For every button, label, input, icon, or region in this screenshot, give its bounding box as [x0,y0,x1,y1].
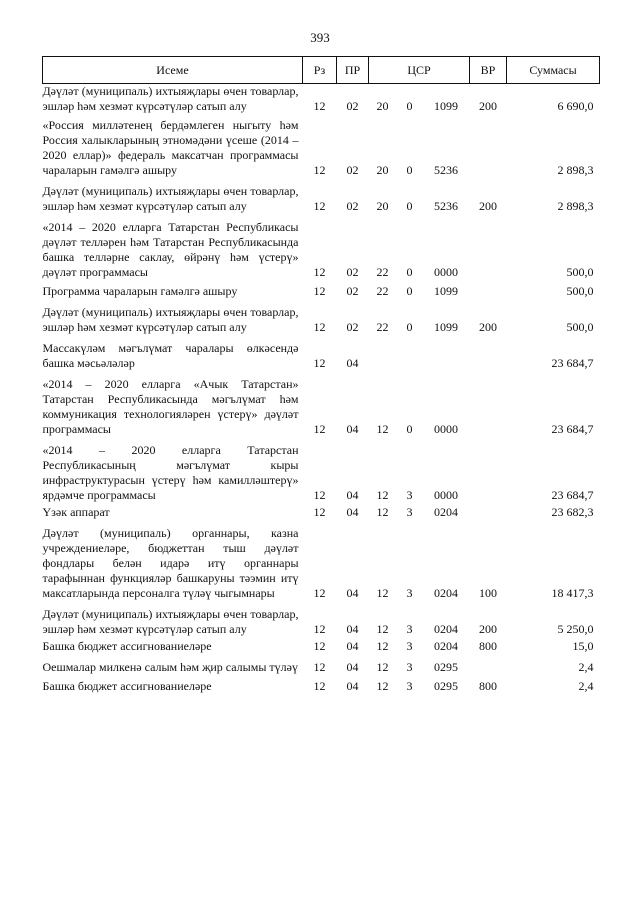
row-rz: 12 [313,320,326,334]
row-csr-program: 12 [376,622,389,636]
row-name: Үзәк аппарат [42,505,110,519]
row-name: Программа чараларын гамәлгә ашыру [42,284,238,298]
table-row [43,220,600,280]
row-rz: 12 [313,163,326,177]
row-csr-code: 0204 [434,622,458,636]
row-name: Дәүләт (муниципаль) ихтыяҗлары өчен товарлар, эшләр һәм хезмәт күрсәтүләр сатып алу [42,305,299,334]
row-csr-subprogram: 3 [406,639,413,653]
row-pr: 04 [346,679,359,693]
row-rz: 12 [313,284,326,298]
table-row [43,341,600,371]
table-row [43,505,600,520]
row-csr-subprogram: 3 [406,586,413,600]
row-sum: 15,0 [572,639,594,653]
row-rz: 12 [313,356,326,370]
row-name: Дәүләт (муниципаль) ихтыяҗлары өчен товарлар, эшләр һәм хезмәт күрсәтүләр сатып алу [42,607,299,636]
row-vr: 800 [479,639,498,653]
row-sum: 500,0 [566,320,594,334]
row-rz: 12 [313,622,326,636]
row-vr [470,660,507,675]
row-csr-code: 1099 [434,284,458,298]
row-csr-program: 12 [376,505,389,519]
row-pr: 04 [346,586,359,600]
row-name: «2014 – 2020 елларга Татарстан Республикасы дәүләт телләрен һәм Татарстан Республикасында башка телләрне саклау, өйрәнү һәм үстерү» дәүләт программасы [42,220,299,279]
page-number: 393 [310,30,330,45]
row-rz: 12 [313,586,326,600]
row-rz: 12 [313,488,326,502]
row-name: Оешмалар милкенә салым һәм җир салымы түләү [42,660,298,674]
row-csr-program [369,341,397,371]
row-sum: 500,0 [566,265,594,279]
row-csr-subprogram: 0 [406,265,413,279]
row-csr-code: 0204 [434,586,458,600]
row-sum: 2 898,3 [557,199,594,213]
row-sum: 2 898,3 [557,163,594,177]
row-sum: 500,0 [566,284,594,298]
row-csr-code [423,341,470,371]
row-csr-subprogram: 3 [406,679,413,693]
row-pr: 04 [346,639,359,653]
table-row [43,84,600,115]
table-row [43,377,600,437]
row-sum: 2,4 [578,660,594,674]
row-csr-program: 12 [376,422,389,436]
row-vr [470,505,507,520]
row-vr [470,220,507,280]
row-pr: 02 [346,320,359,334]
row-name: Дәүләт (муниципаль) ихтыяҗлары өчен товарлар, эшләр һәм хезмәт күрсәтүләр сатып алу [42,84,299,113]
row-csr-code: 1099 [434,320,458,334]
row-csr-code: 5236 [434,163,458,177]
row-name: Башка бюджет ассигнованиеләре [42,679,212,693]
row-csr-subprogram: 0 [406,422,413,436]
header-csr: ЦСР [369,57,470,84]
row-vr: 200 [479,199,498,213]
row-pr: 04 [346,488,359,502]
row-pr: 02 [346,99,359,113]
row-csr-program: 22 [376,284,389,298]
table-row [43,284,600,299]
row-pr: 04 [346,660,359,674]
row-sum: 23 684,7 [551,488,594,502]
row-vr [470,284,507,299]
row-csr-subprogram: 3 [406,660,413,674]
header-vr: ВР [470,57,507,84]
table-body [43,84,600,695]
table-row [43,443,600,503]
row-vr: 200 [479,99,498,113]
header-rz: Рз [303,57,337,84]
header-name: Исеме [43,57,303,84]
row-rz: 12 [313,679,326,693]
row-csr-code: 0204 [434,639,458,653]
row-csr-code: 0000 [434,265,458,279]
row-rz: 12 [313,660,326,674]
row-csr-program: 12 [376,488,389,502]
row-rz: 12 [313,199,326,213]
row-vr [470,377,507,437]
row-csr-subprogram: 0 [406,163,413,177]
row-csr-subprogram: 3 [406,622,413,636]
table-row [43,305,600,335]
row-csr-program: 20 [376,199,389,213]
row-name: Башка бюджет ассигнованиеләре [42,639,212,653]
row-name: «2014 – 2020 елларга Татарстан Республикасының мәгълүмат кыры инфраструктурасын үстерү һәм камилләштерү» ярдәмче программасы [42,443,299,502]
row-pr: 04 [346,356,359,370]
row-csr-subprogram [397,341,423,371]
row-csr-program: 12 [376,586,389,600]
row-csr-subprogram: 3 [406,488,413,502]
row-csr-program: 22 [376,265,389,279]
row-csr-program: 20 [376,99,389,113]
row-name: Дәүләт (муниципаль) органнары, казна учреждениеләре, бюджеттан тыш дәүләт фондлары белән идарә итү органнары тарафыннан функцияләр башкаруны тәэмин итү максатларында персоналга түләү чыгымнары [42,526,299,600]
row-sum: 18 417,3 [551,586,594,600]
row-vr: 800 [479,679,498,693]
table-row [43,639,600,654]
row-csr-subprogram: 0 [406,284,413,298]
row-rz: 12 [313,639,326,653]
row-sum: 6 690,0 [557,99,594,113]
row-csr-code: 1099 [434,99,458,113]
header-sum: Суммасы [507,57,600,84]
row-name: «2014 – 2020 елларга «Ачык Татарстан» Татарстан Республикасында мәгълүмат һәм коммуникация технологияләрен үстерү» дәүләт программасы [42,377,299,436]
row-sum: 23 684,7 [551,422,594,436]
row-vr: 200 [479,622,498,636]
row-pr: 04 [346,622,359,636]
row-pr: 04 [346,422,359,436]
table-row [43,660,600,675]
row-csr-subprogram: 0 [406,99,413,113]
row-pr: 02 [346,265,359,279]
row-vr [470,118,507,178]
header-pr: ПР [337,57,369,84]
table-row [43,526,600,601]
row-name: «Россия милләтенең бердәмлеген ныгыту һәм Россия халыкларының этномәдәни үсеше (2014 – 2020 еллар)» федераль максатчан программасы чараларын гамәлгә ашыру [42,118,299,177]
row-vr [470,341,507,371]
row-csr-program: 20 [376,163,389,177]
row-csr-subprogram: 0 [406,199,413,213]
row-rz: 12 [313,99,326,113]
row-csr-program: 12 [376,639,389,653]
row-sum: 5 250,0 [557,622,594,636]
table-row [43,184,600,214]
row-vr: 200 [479,320,498,334]
row-csr-program: 22 [376,320,389,334]
row-sum: 2,4 [578,679,594,693]
row-pr: 04 [346,505,359,519]
table-row [43,118,600,178]
row-pr: 02 [346,199,359,213]
row-csr-code: 0000 [434,488,458,502]
row-csr-program: 12 [376,679,389,693]
row-csr-code: 0204 [434,505,458,519]
row-sum: 23 684,7 [551,356,594,370]
row-pr: 02 [346,163,359,177]
row-pr: 02 [346,284,359,298]
row-name: Дәүләт (муниципаль) ихтыяҗлары өчен товарлар, эшләр һәм хезмәт күрсәтүләр сатып алу [42,184,299,213]
row-sum: 23 682,3 [551,505,594,519]
row-csr-code: 0000 [434,422,458,436]
row-csr-code: 0295 [434,660,458,674]
row-vr: 100 [479,586,498,600]
row-csr-program: 12 [376,660,389,674]
row-csr-subprogram: 3 [406,505,413,519]
table-header [43,57,600,84]
budget-table [42,56,600,694]
row-rz: 12 [313,265,326,279]
table-row [43,679,600,694]
row-csr-subprogram: 0 [406,320,413,334]
row-rz: 12 [313,505,326,519]
row-rz: 12 [313,422,326,436]
row-csr-code: 5236 [434,199,458,213]
row-vr [470,443,507,503]
table-row [43,607,600,637]
row-csr-code: 0295 [434,679,458,693]
row-name: Массакүләм мәгълүмат чаралары өлкәсендә башка мәсьәләләр [42,341,299,370]
